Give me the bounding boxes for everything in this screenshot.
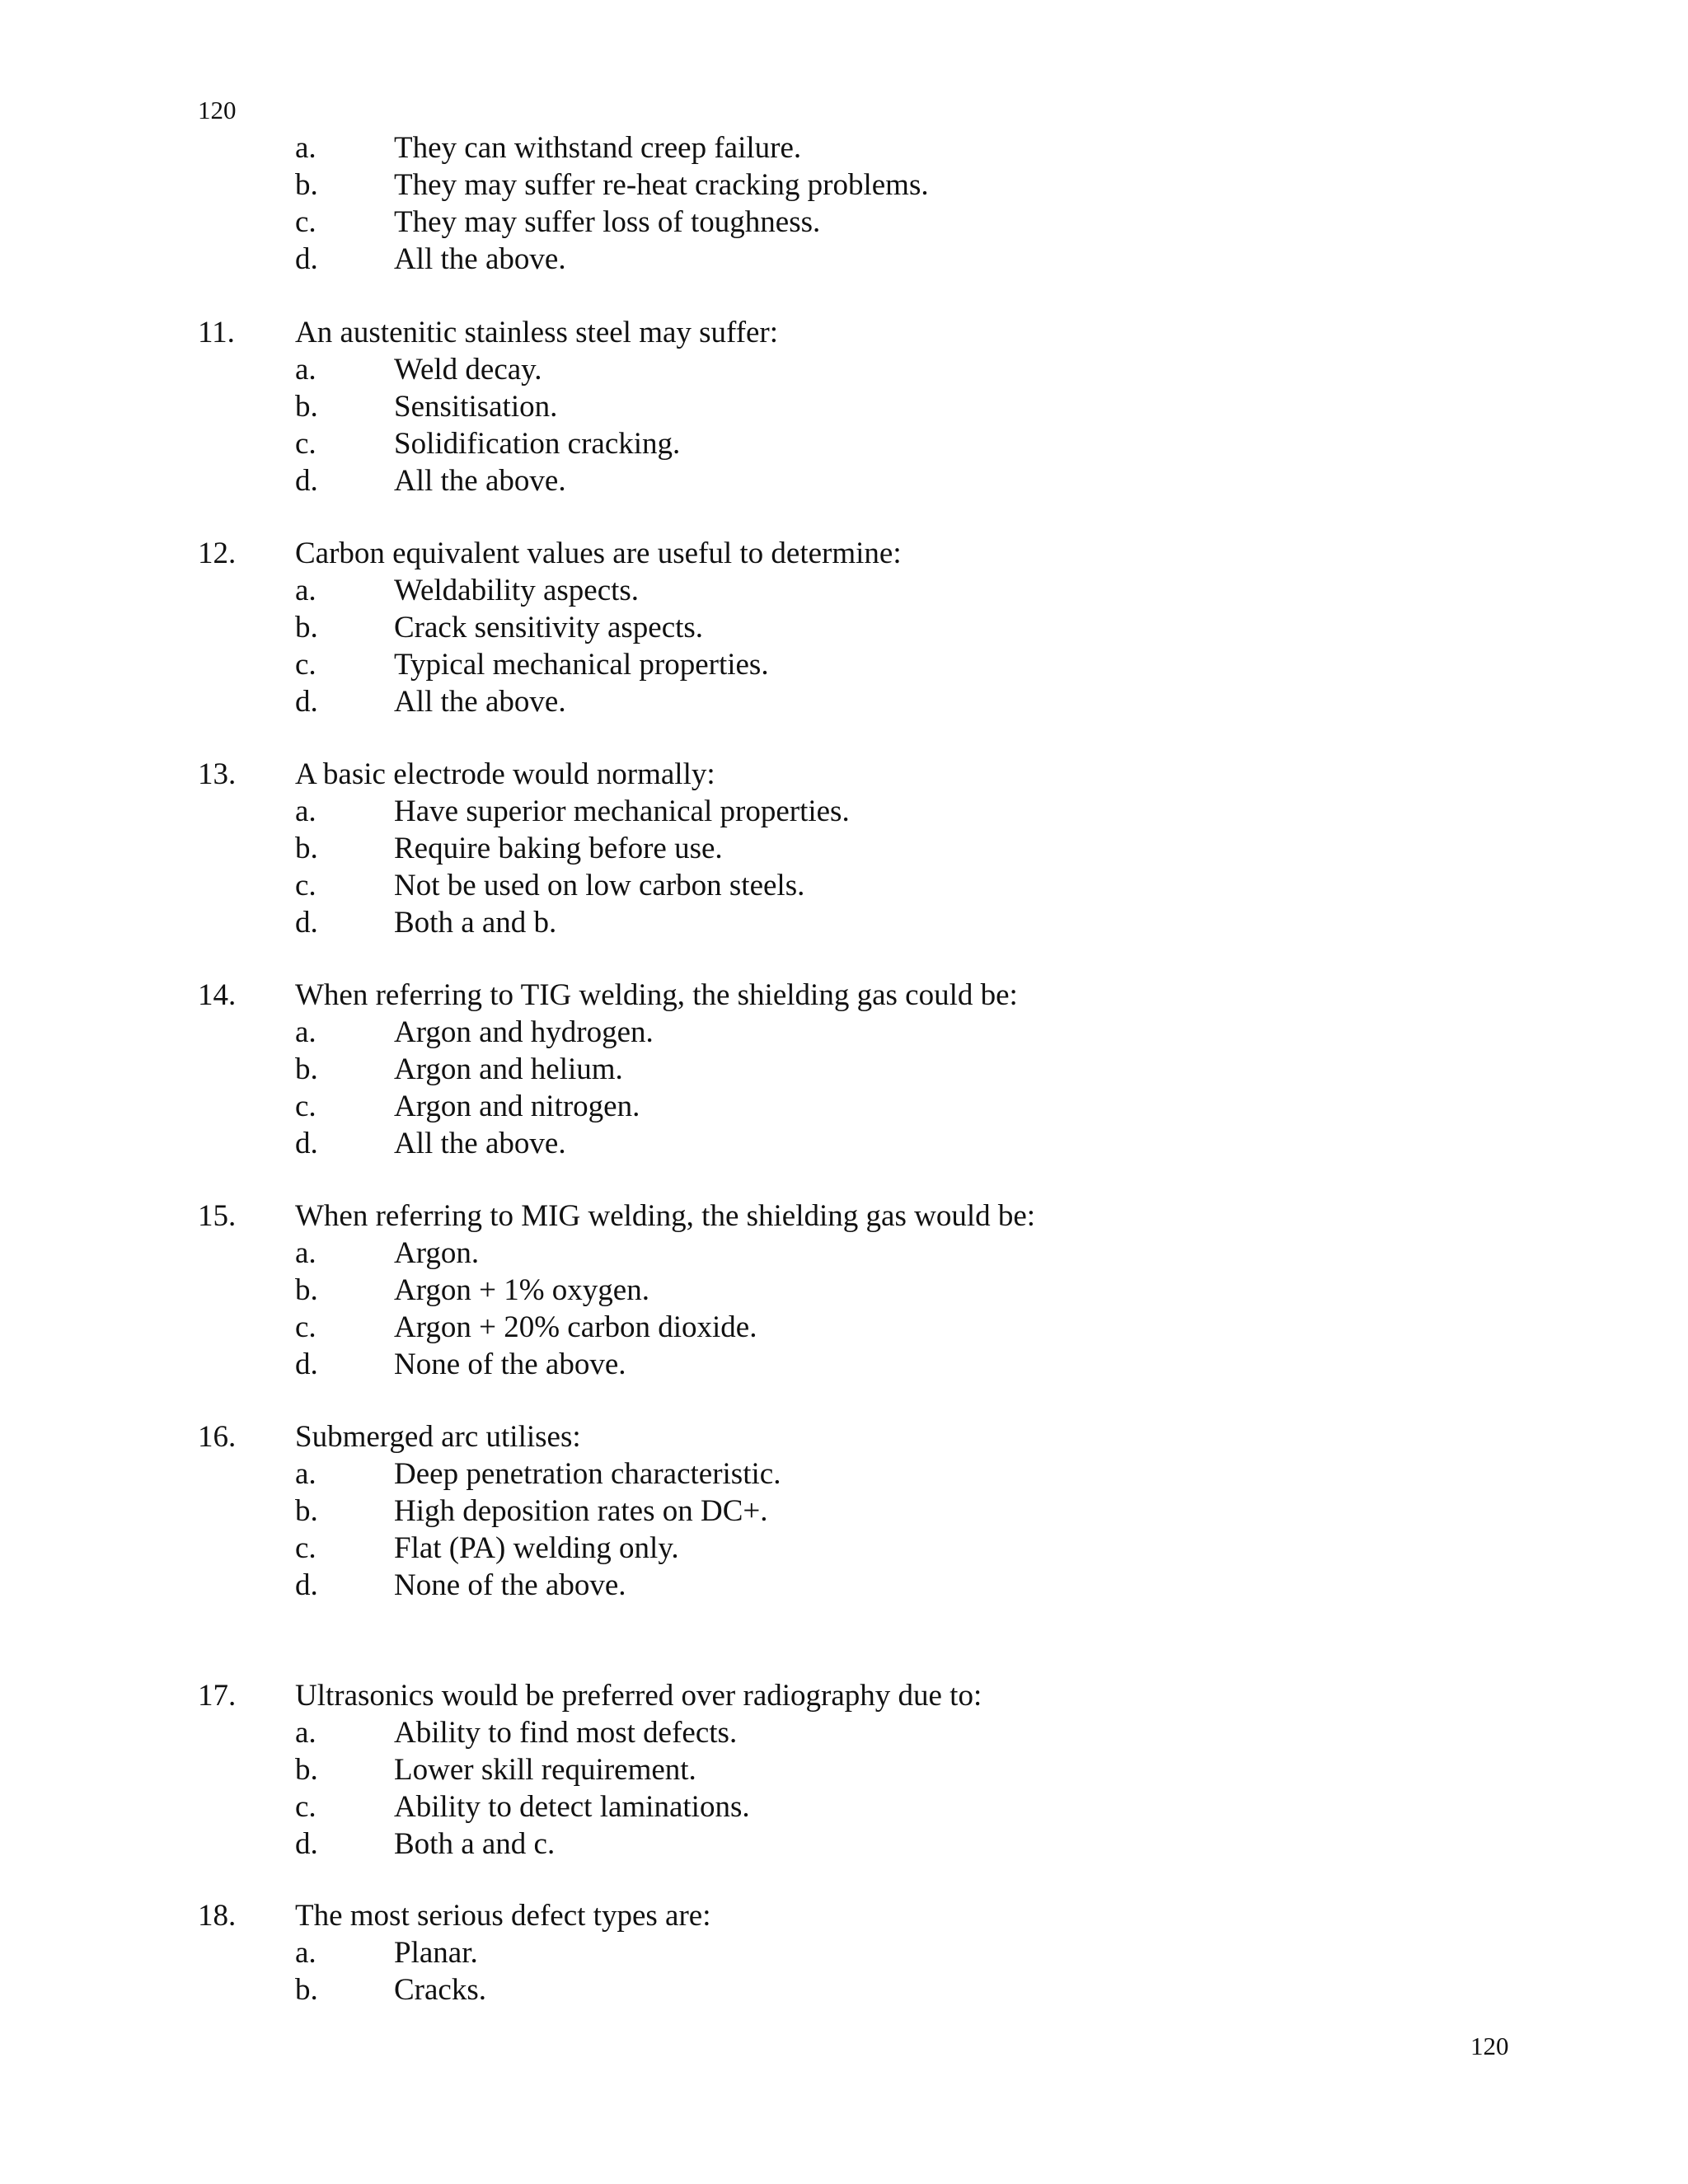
option <box>198 1567 1517 1604</box>
question-text: A basic electrode would normally: <box>295 757 715 791</box>
option-text: Weld decay. <box>394 353 542 387</box>
option <box>198 683 1517 720</box>
option <box>198 425 1517 462</box>
option-letter: b. <box>295 1753 318 1787</box>
option-letter: c. <box>295 648 316 682</box>
option <box>198 646 1517 683</box>
option-text: They can withstand creep failure. <box>394 131 802 165</box>
option <box>198 1714 1517 1751</box>
option-letter: d. <box>295 464 318 498</box>
option-text: Weldability aspects. <box>394 574 640 607</box>
question-stem <box>198 535 1517 572</box>
option-letter: c. <box>295 205 316 239</box>
question-16 <box>198 1418 1517 1604</box>
option <box>198 1751 1517 1788</box>
option <box>198 609 1517 646</box>
option-text: All the above. <box>394 1127 566 1160</box>
option-letter: b. <box>295 832 318 865</box>
page-number-bottom: 120 <box>1470 2032 1509 2060</box>
option <box>198 166 1517 204</box>
option <box>198 1014 1517 1051</box>
question-14 <box>198 977 1517 1162</box>
option-text: Sensitisation. <box>394 390 558 424</box>
question-stem <box>198 314 1517 351</box>
option <box>198 241 1517 278</box>
question-number: 13. <box>198 757 237 791</box>
option-text: Planar. <box>394 1936 478 1970</box>
option-letter: d. <box>295 242 318 276</box>
option-text: Flat (PA) welding only. <box>394 1531 679 1565</box>
option-text: Ability to detect laminations. <box>394 1790 750 1824</box>
option-letter: c. <box>295 427 316 461</box>
option-letter: a. <box>295 1015 316 1049</box>
question-stem <box>198 1897 1517 1934</box>
option <box>198 572 1517 609</box>
question-11 <box>198 314 1517 499</box>
option-letter: d. <box>295 685 318 719</box>
option <box>198 1455 1517 1493</box>
option-letter: a. <box>295 353 316 387</box>
option-text: Cracks. <box>394 1973 486 2007</box>
question-number: 18. <box>198 1899 237 1933</box>
option-text: Have superior mechanical properties. <box>394 794 850 828</box>
option <box>198 904 1517 941</box>
option <box>198 1788 1517 1825</box>
question-text: The most serious defect types are: <box>295 1899 711 1933</box>
option <box>198 1825 1517 1863</box>
option-letter: d. <box>295 1827 318 1861</box>
option-text: They may suffer re-heat cracking problems. <box>394 168 929 202</box>
option-letter: b. <box>295 390 318 424</box>
option-letter: a. <box>295 131 316 165</box>
option <box>198 1235 1517 1272</box>
option-letter: b. <box>295 168 318 202</box>
option <box>198 1125 1517 1162</box>
question-number: 15. <box>198 1199 237 1233</box>
option-text: Argon + 20% carbon dioxide. <box>394 1310 757 1344</box>
option-letter: c. <box>295 1790 316 1824</box>
option <box>198 867 1517 904</box>
option <box>198 1346 1517 1383</box>
question-stem <box>198 1677 1517 1714</box>
option <box>198 1493 1517 1530</box>
option-text: Typical mechanical properties. <box>394 648 769 682</box>
question-13 <box>198 756 1517 941</box>
option-text: Both a and b. <box>394 906 557 940</box>
question-number: 12. <box>198 537 237 570</box>
question-stem <box>198 1197 1517 1235</box>
option-text: Argon and helium. <box>394 1052 623 1086</box>
question-text: Ultrasonics would be preferred over radiography due to: <box>295 1679 982 1713</box>
option-text: Argon and hydrogen. <box>394 1015 654 1049</box>
page-number-top: 120 <box>198 96 237 124</box>
option-letter: b. <box>295 1052 318 1086</box>
option <box>198 1971 1517 2008</box>
option-letter: a. <box>295 794 316 828</box>
question-stem <box>198 756 1517 793</box>
option-letter: c. <box>295 1090 316 1123</box>
option-letter: b. <box>295 1973 318 2007</box>
option-letter: c. <box>295 1310 316 1344</box>
option-letter: d. <box>295 1127 318 1160</box>
option-text: All the above. <box>394 242 566 276</box>
option-text: Lower skill requirement. <box>394 1753 696 1787</box>
option <box>198 1272 1517 1309</box>
option-letter: c. <box>295 1531 316 1565</box>
option <box>198 204 1517 241</box>
option <box>198 1088 1517 1125</box>
option-letter: c. <box>295 869 316 902</box>
question-text: When referring to MIG welding, the shielding gas would be: <box>295 1199 1036 1233</box>
option-text: Argon + 1% oxygen. <box>394 1273 649 1307</box>
option-text: Ability to find most defects. <box>394 1716 738 1750</box>
question-text: An austenitic stainless steel may suffer: <box>295 316 779 349</box>
option-text: High deposition rates on DC+. <box>394 1494 768 1528</box>
question-number: 11. <box>198 316 235 349</box>
option-text: Argon. <box>394 1236 480 1270</box>
option-text: Not be used on low carbon steels. <box>394 869 805 902</box>
question-text: Submerged arc utilises: <box>295 1420 581 1454</box>
option-letter: a. <box>295 1936 316 1970</box>
option <box>198 830 1517 867</box>
question-17 <box>198 1677 1517 1863</box>
option <box>198 388 1517 425</box>
option-text: Crack sensitivity aspects. <box>394 611 704 644</box>
option <box>198 462 1517 499</box>
option <box>198 1934 1517 1971</box>
question-10-continued <box>198 129 1517 278</box>
option-text: Deep penetration characteristic. <box>394 1457 781 1491</box>
option <box>198 1051 1517 1088</box>
question-text: Carbon equivalent values are useful to determine: <box>295 537 902 570</box>
option-letter: a. <box>295 1457 316 1491</box>
option-text: Both a and c. <box>394 1827 556 1861</box>
question-15 <box>198 1197 1517 1383</box>
option-text: Solidification cracking. <box>394 427 681 461</box>
question-number: 14. <box>198 978 237 1012</box>
option-letter: d. <box>295 906 318 940</box>
option-text: Argon and nitrogen. <box>394 1090 640 1123</box>
option-letter: d. <box>295 1568 318 1602</box>
option <box>198 1309 1517 1346</box>
option-text: Require baking before use. <box>394 832 723 865</box>
question-stem <box>198 1418 1517 1455</box>
option-text: All the above. <box>394 464 566 498</box>
option-text: None of the above. <box>394 1347 626 1381</box>
option-text: None of the above. <box>394 1568 626 1602</box>
option-letter: b. <box>295 611 318 644</box>
question-text: When referring to TIG welding, the shielding gas could be: <box>295 978 1018 1012</box>
option-letter: a. <box>295 1716 316 1750</box>
option-letter: b. <box>295 1494 318 1528</box>
question-number: 16. <box>198 1420 237 1454</box>
option-text: They may suffer loss of toughness. <box>394 205 821 239</box>
question-18 <box>198 1897 1517 2008</box>
question-12 <box>198 535 1517 720</box>
option-letter: a. <box>295 1236 316 1270</box>
option-letter: b. <box>295 1273 318 1307</box>
option <box>198 351 1517 388</box>
option-text: All the above. <box>394 685 566 719</box>
option <box>198 1530 1517 1567</box>
option-letter: d. <box>295 1347 318 1381</box>
question-number: 17. <box>198 1679 237 1713</box>
option <box>198 793 1517 830</box>
option <box>198 129 1517 166</box>
question-stem <box>198 977 1517 1014</box>
option-letter: a. <box>295 574 316 607</box>
